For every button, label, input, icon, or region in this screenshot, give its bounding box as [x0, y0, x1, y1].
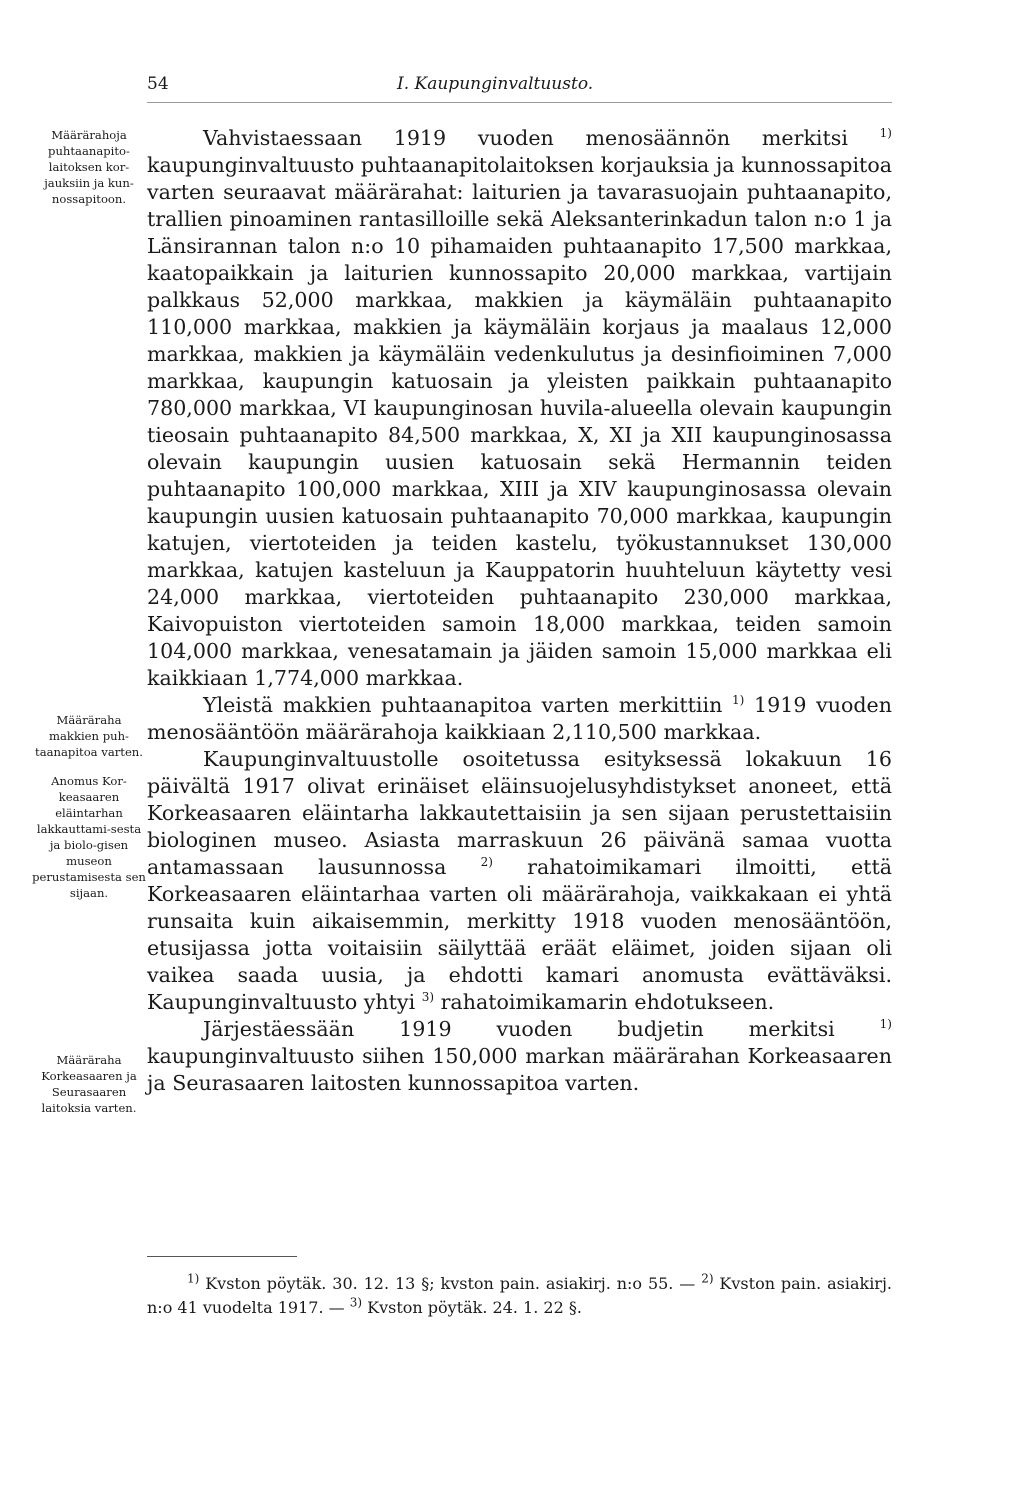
footnote-marker: 3): [349, 1295, 363, 1310]
margin-note-korkeasaari-seurasaari: Määräraha Korkeasaaren ja Seurasaaren laitoksia varten.: [41, 1053, 137, 1115]
footnotes: $^{1)}$ Kvston pöytäk. 30. 12. 13 §; kvston pain. asiakirj. n:o 55. — $^{2)}$ Kvston pain. asiakirj. n:o 41 vuodelta 1917. — $^{3)}$ Kvston pöytäk. 24. 1. 22 §.: [147, 1271, 893, 1317]
body-text: [147, 125, 892, 1097]
paragraph-island-budget: Järjestäessään 1919 vuoden budjetin merkitsi $^{1)}$ kaupunginvaltuusto siihen 150,000 markan määrärahan Korkeasaaren ja Seurasaaren laitosten kunnossapitoa varten.: [147, 1017, 892, 1095]
paragraph-cleaning-budget: Vahvistaessaan 1919 vuoden menosäännön merkitsi $^{1)}$ kaupunginvaltuusto puhtaanapitolaitoksen korjauksia ja kunnossapitoa varten seuraavat määrärahat: laiturien ja tavarasuojain puhtaanapito, trallien pinoaminen rantasilloille sekä Aleksanterinkadun talon n:o 1 ja Länsirannan talon n:o 10 pihamaiden puhtaanapito 17,500 markkaa, kaatopaikkain ja laiturien kunnossapito 20,000 markkaa, vartijain palkkaus 52,000 markkaa, makkien ja käymäläin puhtaanapito 110,000 markkaa, makkien ja käymäläin korjaus ja maalaus 12,000 markkaa, makkien ja käymäläin vedenkulutus ja desinfioiminen 7,000 markkaa, kaupungin katuosain ja yleisten paikkain puhtaanapito 780,000 markkaa, VI kaupunginosan huvila-alueella olevain kaupungin tieosain puhtaanapito 84,500 markkaa, X, XI ja XII kaupunginosassa olevain kaupungin uusien katuosain sekä Hermannin teiden puhtaanapito 100,000 markkaa, XIII ja XIV kaupunginosassa olevain kaupungin uusien katuosain puhtaanapito 70,000 markkaa, kaupungin katujen, viertoteiden ja teiden kastelu, työkustannukset 130,000 markkaa, katujen kasteluun ja Kauppatorin huuhteluun käytetty vesi 24,000 markkaa, viertoteiden puhtaanapito 230,000 markkaa, Kaivopuiston viertoteiden samoin 18,000 markkaa, teiden samoin 104,000 markkaa, venesatamain ja jäiden samoin 15,000 markkaa eli kaikkiaan 1,774,000 markkaa.: [147, 126, 892, 690]
margin-note-toilets: Määräraha makkien puh-taanapitoa varten.: [35, 713, 143, 759]
page-number: 54: [147, 74, 169, 94]
paragraph-toilet-budget: Yleistä makkien puhtaanapitoa varten merkittiin $^{1)}$ 1919 vuoden menosääntöön määrärahoja kaikkiaan 2,110,500 markkaa.: [147, 693, 892, 744]
footnote-marker: 1): [187, 1271, 200, 1286]
footnote-ref: 3): [421, 990, 435, 1005]
page-header: [147, 74, 892, 103]
paragraph-zoo-petition: Kaupunginvaltuustolle osoitetussa esityksessä lokakuun 16 päivältä 1917 olivat erinäiset eläinsuojelusyhdistykset anoneet, että Korkeasaaren eläintarha lakkautettaisiin ja sen sijaan perustettaisiin biologinen museo. Asiasta marraskuun 26 päivänä samaa vuotta antamassaan lausunnossa $^{2)}$ rahatoimikamari ilmoitti, että Korkeasaaren eläintarhaa varten oli määrärahoja, vaikkakaan ei yhtä runsaita kuin aikaisemmin, merkitty 1918 vuoden menosääntöön, etusijassa jotta voitaisiin säilyttää eräät eläimet, joiden sijaan oli vaikea saada uusia, ja ehdotti kamari anomusta evättäväksi. Kaupunginvaltuusto yhtyi $^{3)}$ rahatoimikamarin ehdotukseen.: [147, 747, 892, 1014]
footnote-marker: 2): [701, 1271, 714, 1286]
margin-note-cleaning-repairs: Määrärahoja puhtaanapito-laitoksen kor-jauksiin ja kun-nossapitoon.: [44, 128, 134, 206]
footnote-ref: 1): [732, 693, 745, 708]
footnote-divider: [147, 1256, 297, 1257]
running-title: I. Kaupunginvaltuusto.: [397, 74, 594, 94]
footnote-ref: 1): [879, 126, 892, 141]
footnote-ref: 2): [480, 855, 493, 870]
footnote-ref: 1): [879, 1017, 892, 1032]
margin-note-zoo-petition: Anomus Kor-keasaaren eläintarhan lakkauttami-sesta ja biolo-gisen museon perustamisesta sen sijaan.: [32, 774, 146, 900]
